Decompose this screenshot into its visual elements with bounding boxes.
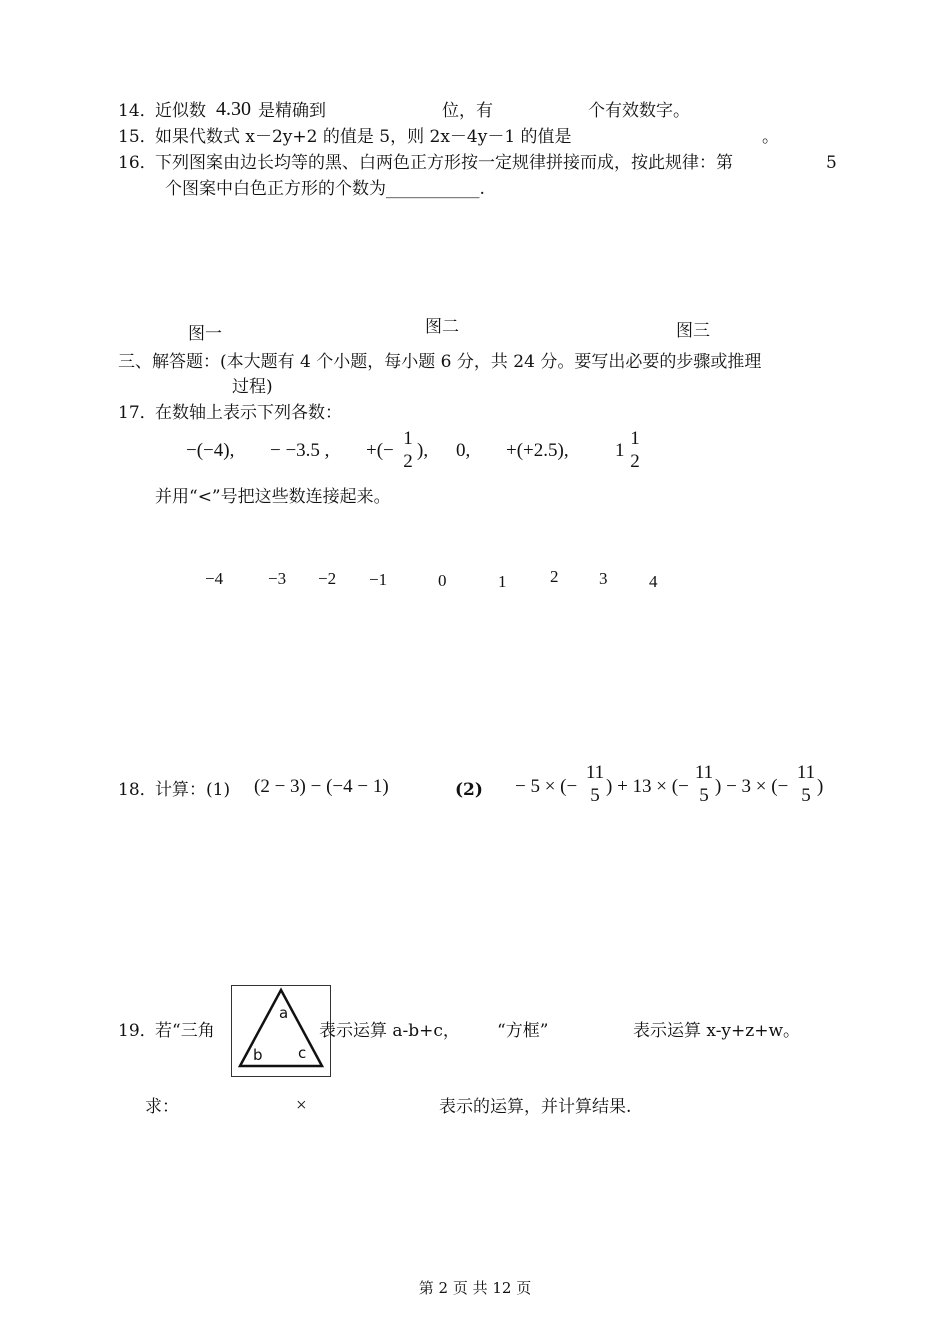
q15-text: 如果代数式 x－2y+2 的值是 5，则 2x－4y－1 的值是 bbox=[155, 127, 572, 147]
q18-label2: (2) bbox=[455, 780, 483, 800]
axis-label-1: 1 bbox=[498, 572, 507, 591]
q17-item-1: −(−4), bbox=[186, 440, 235, 461]
section3-heading-cont: 过程) bbox=[232, 377, 273, 397]
axis-label-3: 3 bbox=[599, 569, 608, 588]
q16-line2: 个图案中白色正方形的个数为___________. bbox=[165, 179, 485, 199]
q16-n: 5 bbox=[826, 153, 837, 173]
q14-value: 4.30 bbox=[216, 98, 251, 120]
q16-number: 16． bbox=[118, 153, 157, 173]
q18-frac-1 bbox=[584, 761, 606, 807]
triangle-icon bbox=[232, 986, 330, 1076]
q15-number: 15． bbox=[118, 127, 157, 147]
axis-label-4: 4 bbox=[649, 572, 658, 591]
q15-end: 。 bbox=[762, 127, 779, 147]
q18-number: 18． bbox=[118, 780, 157, 800]
q14-text-e: 个有效数字。 bbox=[588, 101, 690, 121]
q14-text-a: 近似数 bbox=[155, 101, 206, 121]
q17-mixed-num: 1 bbox=[630, 428, 640, 449]
axis-label-neg2: −2 bbox=[318, 569, 337, 588]
q17-item-3-prefix: +(− bbox=[366, 440, 394, 461]
q19-text-a: 若“三角 bbox=[155, 1021, 215, 1041]
triangle-label-a: a bbox=[279, 1004, 289, 1022]
section3-heading: 三、解答题：(本大题有 4 个小题，每小题 6 分，共 24 分。要写出必要的步骤或推理 bbox=[118, 352, 762, 372]
triangle-label-b: b bbox=[253, 1046, 263, 1064]
q17-item-3-suffix: ), bbox=[417, 440, 429, 461]
axis-label-neg4: −4 bbox=[205, 569, 224, 588]
q17-item-5: +(+2.5), bbox=[506, 440, 569, 461]
q18-label1: 计算：(1) bbox=[155, 780, 231, 800]
q18-expr2-part4: ) bbox=[817, 776, 824, 797]
q14-text-d: 位，有 bbox=[442, 101, 493, 121]
q17-item-6-whole: 1 bbox=[615, 440, 625, 461]
axis-label-0: 0 bbox=[438, 571, 447, 590]
q18-expr2-part2: ) + 13 × (− bbox=[606, 776, 689, 797]
q18-expression-1: (2 − 3) − (−4 − 1) bbox=[254, 776, 389, 797]
q18-frac-2-num: 11 bbox=[694, 762, 714, 783]
q19-text-b: 表示运算 a-b+c， bbox=[319, 1021, 460, 1041]
q17-mixed-fraction bbox=[626, 427, 644, 473]
triangle-label-c: c bbox=[298, 1044, 307, 1062]
q17-fraction-half bbox=[399, 427, 417, 473]
q19-text-c: “方框” bbox=[497, 1021, 549, 1041]
q17-text: 在数轴上表示下列各数： bbox=[155, 403, 342, 423]
q18-expr2-part1: − 5 × (− bbox=[515, 776, 578, 797]
triangle-operator-figure bbox=[231, 985, 331, 1077]
q18-frac-2 bbox=[693, 761, 715, 807]
q19-text-d: 表示运算 x-y+z+w。 bbox=[633, 1021, 801, 1041]
figure-caption-1: 图一 bbox=[188, 324, 222, 344]
q14-text-c: 是精确到 bbox=[258, 101, 326, 121]
q19-ask: 求： bbox=[145, 1097, 179, 1117]
page-footer: 第 2 页 共 12 页 bbox=[418, 1279, 532, 1297]
axis-label-neg1: −1 bbox=[369, 570, 388, 589]
q19-times: × bbox=[296, 1095, 307, 1116]
q18-frac-3-num: 11 bbox=[796, 762, 816, 783]
q18-frac-1-den: 5 bbox=[590, 785, 600, 806]
q18-frac-2-den: 5 bbox=[699, 785, 709, 806]
figure-caption-3: 图三 bbox=[676, 321, 710, 341]
figure-caption-2: 图二 bbox=[425, 317, 459, 337]
q19-ask2: 表示的运算，并计算结果. bbox=[439, 1097, 632, 1117]
q17-mixed-den: 2 bbox=[630, 451, 640, 472]
axis-label-2: 2 bbox=[550, 567, 559, 586]
q18-frac-3-den: 5 bbox=[801, 785, 811, 806]
q17-item-4: 0, bbox=[456, 440, 471, 461]
q16-line1: 下列图案由边长均等的黑、白两色正方形按一定规律拼接而成，按此规律：第 bbox=[155, 153, 733, 173]
q18-frac-1-num: 11 bbox=[585, 762, 605, 783]
q18-frac-3 bbox=[795, 761, 817, 807]
q17-link-text: 并用“<”号把这些数连接起来。 bbox=[155, 487, 391, 507]
q17-frac-num: 1 bbox=[403, 428, 413, 449]
q17-item-2: − −3.5 , bbox=[270, 440, 330, 461]
q17-number: 17． bbox=[118, 403, 157, 423]
q17-frac-den: 2 bbox=[403, 451, 413, 472]
q14-number: 14． bbox=[118, 101, 157, 121]
q18-expr2-part3: ) − 3 × (− bbox=[715, 776, 789, 797]
axis-label-neg3: −3 bbox=[268, 569, 287, 588]
q19-number: 19． bbox=[118, 1021, 157, 1041]
